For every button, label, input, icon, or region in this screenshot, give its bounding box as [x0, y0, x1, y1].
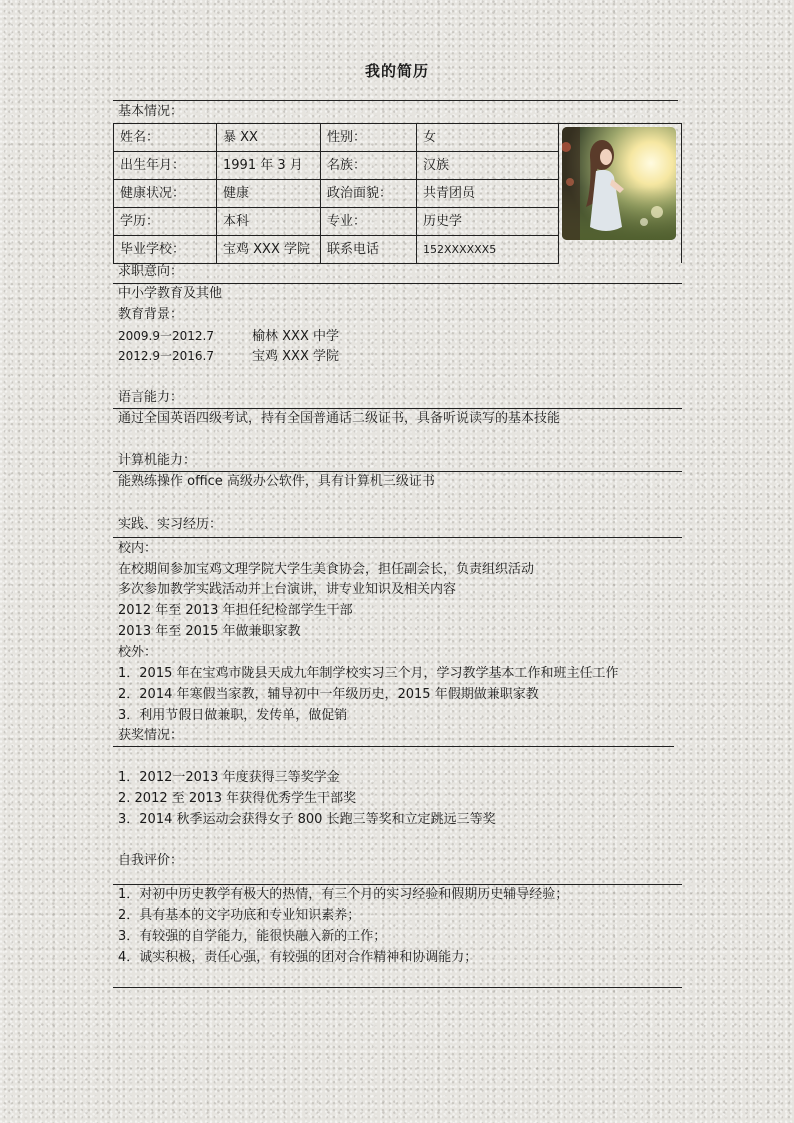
political-value: 共青团员 — [417, 180, 559, 208]
campus-item: 在校期间参加宝鸡文理学院大学生美食协会，担任副会长，负责组织活动 — [118, 562, 535, 577]
offcampus-item: 3．利用节假日做兼职，发传单，做促销 — [118, 708, 348, 723]
offcampus-item: 1．2015 年在宝鸡市陇县天成九年制学校实习三个月，学习教学基本工作和班主任工作 — [118, 666, 619, 681]
divider — [113, 537, 682, 538]
intention-value: 中小学教育及其他 — [118, 286, 223, 301]
photo-frame — [555, 123, 682, 263]
divider — [113, 471, 682, 472]
ethnicity-value: 汉族 — [417, 152, 559, 180]
education-date: 2009.9一2012.7 — [118, 329, 214, 343]
table-row — [114, 152, 559, 180]
campus-item: 2013 年至 2015 年做兼职家教 — [118, 624, 301, 639]
name-value: 暴 XX — [217, 124, 321, 152]
phone-label: 联系电话 — [321, 236, 417, 264]
intention-heading: 求职意向： — [118, 264, 184, 279]
education-school: 榆林 XXX 中学 — [252, 329, 339, 344]
award-item: 1．2012一2013 年度获得三等奖学金 — [118, 770, 340, 785]
education-heading: 教育背景： — [118, 307, 184, 322]
political-label: 政治面貌： — [321, 180, 417, 208]
divider — [113, 987, 682, 988]
health-value: 健康 — [217, 180, 321, 208]
divider — [113, 746, 674, 747]
campus-item: 多次参加教学实践活动并上台演讲，讲专业知识及相关内容 — [118, 582, 457, 597]
gender-value: 女 — [417, 124, 559, 152]
birth-value: 1991 年 3 月 — [217, 152, 321, 180]
health-label: 健康状况： — [114, 180, 217, 208]
table-row — [114, 208, 559, 236]
major-label: 专业： — [321, 208, 417, 236]
table-row — [114, 236, 559, 264]
degree-label: 学历： — [114, 208, 217, 236]
award-item: 3．2014 秋季运动会获得女子 800 长跑三等奖和立定跳远三等奖 — [118, 812, 496, 827]
offcampus-heading: 校外： — [118, 645, 158, 660]
practice-heading: 实践、实习经历： — [118, 517, 223, 532]
self-eval-item: 4．诚实积极，责任心强，有较强的团对合作精神和协调能力； — [118, 950, 478, 965]
education-item — [118, 347, 339, 366]
computer-value: 能熟练操作 office 高级办公软件，具有计算机三级证书 — [118, 474, 435, 489]
name-label: 姓名： — [114, 124, 217, 152]
award-item: 2. 2012 至 2013 年获得优秀学生干部奖 — [118, 791, 357, 806]
campus-item: 2012 年至 2013 年担任纪检部学生干部 — [118, 603, 353, 618]
divider — [113, 408, 682, 409]
offcampus-item: 2．2014 年寒假当家教，辅导初中一年级历史，2015 年假期做兼职家教 — [118, 687, 539, 702]
table-row — [114, 124, 559, 152]
phone-value: 152XXXXXX5 — [417, 236, 559, 264]
campus-heading: 校内： — [118, 541, 158, 556]
degree-value: 本科 — [217, 208, 321, 236]
self-eval-item: 2．具有基本的文字功底和专业知识素养； — [118, 908, 361, 923]
basic-info-table — [113, 123, 559, 264]
awards-heading: 获奖情况： — [118, 728, 184, 743]
gender-label: 性别： — [321, 124, 417, 152]
computer-heading: 计算机能力： — [118, 453, 197, 468]
divider — [113, 283, 682, 284]
language-value: 通过全国英语四级考试，持有全国普通话二级证书，具备听说读写的基本技能 — [118, 411, 561, 426]
major-value: 历史学 — [417, 208, 559, 236]
divider — [113, 100, 678, 101]
education-item — [118, 327, 339, 346]
self-eval-heading: 自我评价： — [118, 853, 184, 868]
self-eval-item: 3．有较强的自学能力，能很快融入新的工作； — [118, 929, 387, 944]
ethnicity-label: 名族： — [321, 152, 417, 180]
divider — [113, 884, 682, 885]
birth-label: 出生年月： — [114, 152, 217, 180]
education-school: 宝鸡 XXX 学院 — [252, 349, 339, 364]
profile-photo — [562, 127, 676, 240]
table-row — [114, 180, 559, 208]
education-date: 2012.9一2016.7 — [118, 349, 214, 363]
language-heading: 语言能力： — [118, 390, 184, 405]
self-eval-item: 1．对初中历史教学有极大的热情，有三个月的实习经验和假期历史辅导经验； — [118, 887, 569, 902]
profile-photo-image — [562, 127, 676, 240]
page-title: 我的简历 — [364, 62, 429, 80]
school-label: 毕业学校： — [114, 236, 217, 264]
basic-heading: 基本情况： — [118, 104, 184, 119]
school-value: 宝鸡 XXX 学院 — [217, 236, 321, 264]
